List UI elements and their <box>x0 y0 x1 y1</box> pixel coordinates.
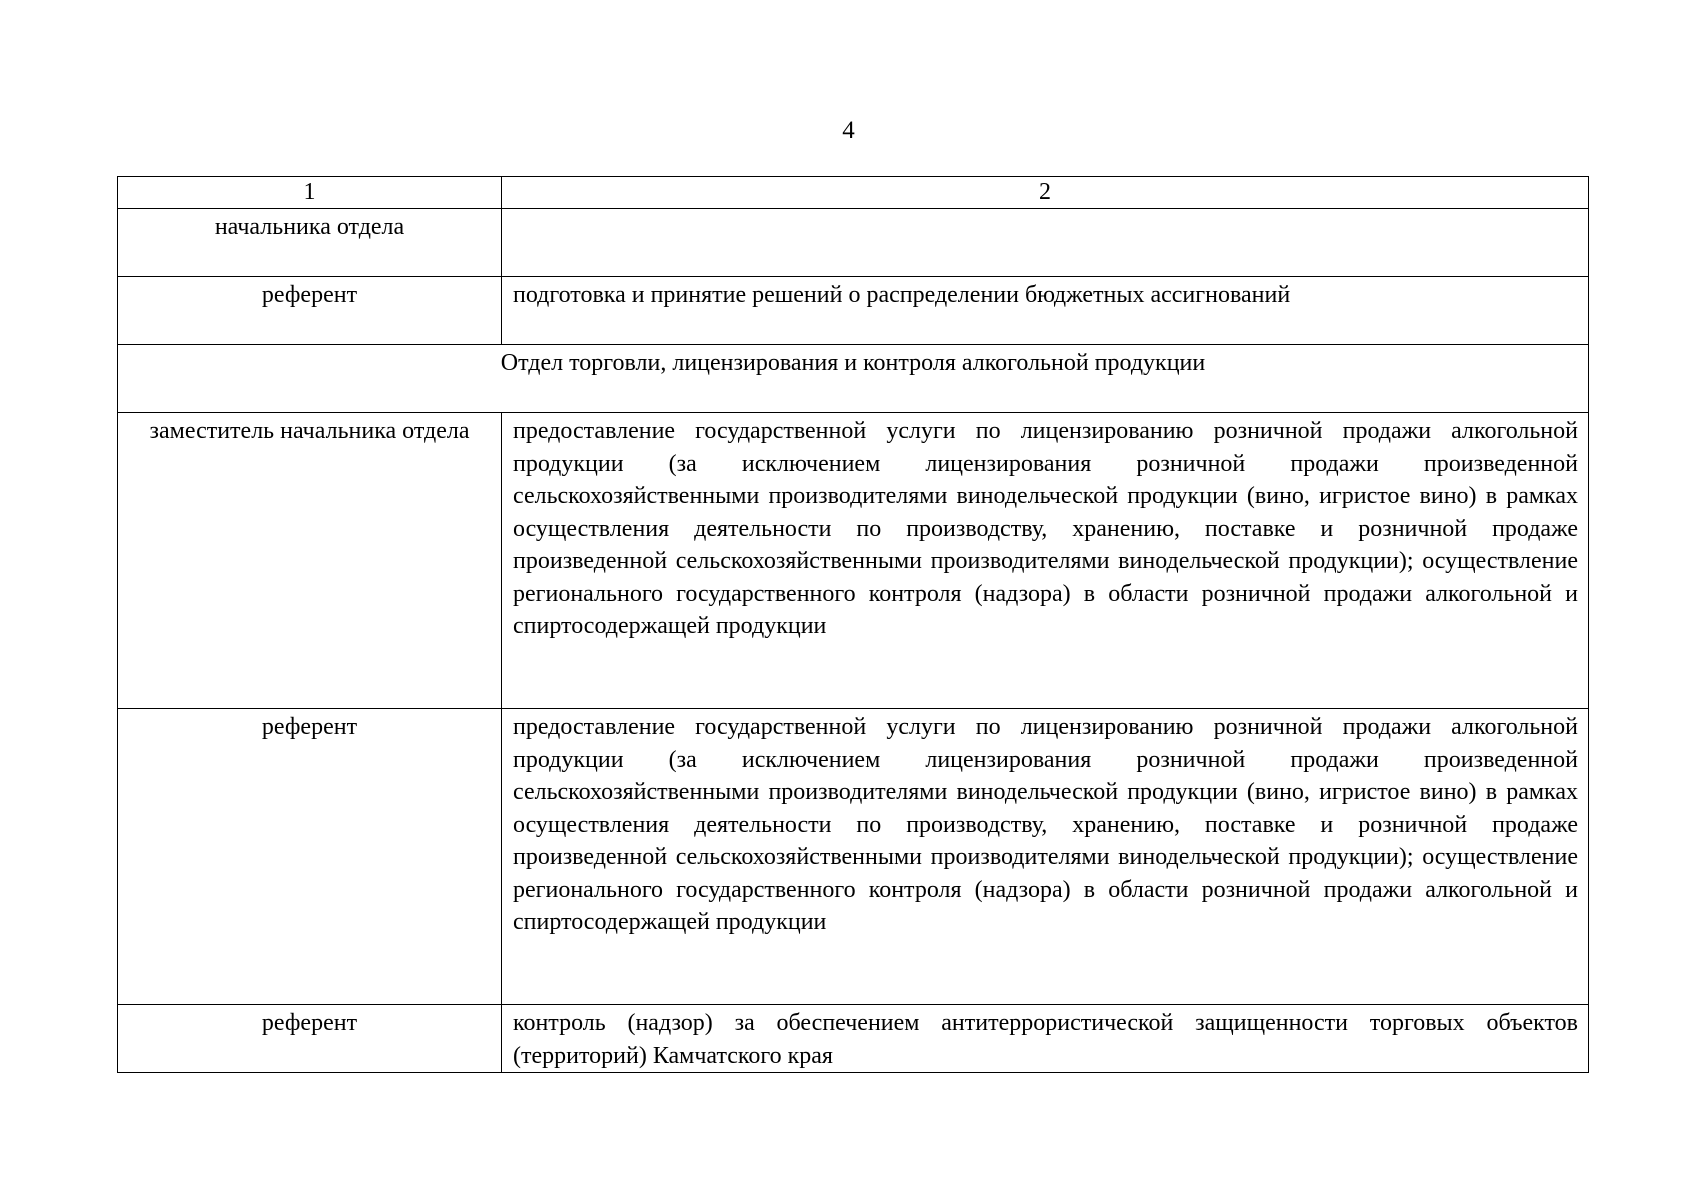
duties-cell: контроль (надзор) за обеспечением антитеррористической защищенности торговых объектов (территорий) Камчатского края <box>502 1005 1589 1073</box>
position-cell: референт <box>118 277 502 345</box>
column-number-1: 1 <box>118 177 502 209</box>
page-number: 4 <box>842 117 855 144</box>
duties-cell: подготовка и принятие решений о распределении бюджетных ассигнований <box>502 277 1589 345</box>
duties-cell <box>502 209 1589 277</box>
section-row <box>118 345 1589 413</box>
position-cell: начальника отдела <box>118 209 502 277</box>
position-cell: заместитель начальника отдела <box>118 413 502 709</box>
table-row <box>118 1005 1589 1073</box>
table-header-row <box>118 177 1589 209</box>
section-title: Отдел торговли, лицензирования и контроля алкогольной продукции <box>118 345 1589 413</box>
duties-table <box>117 176 1589 1073</box>
table-row <box>118 413 1589 709</box>
position-cell: референт <box>118 709 502 1005</box>
position-cell: референт <box>118 1005 502 1073</box>
duties-cell: предоставление государственной услуги по лицензированию розничной продажи алкогольной продукции (за исключением лицензирования розничной продажи произведенной сельскохозяйственными производителями винодельческой продукции (вино, игристое вино) в рамках осуществления деятельности по производству, хранению, поставке и розничной продаже произведенной сельскохозяйственными производителями винодельческой продукции); осуществление регионального государственного контроля (надзора) в области розничной продажи алкогольной и спиртосодержащей продукции <box>502 709 1589 1005</box>
table-row <box>118 709 1589 1005</box>
column-number-2: 2 <box>502 177 1589 209</box>
table-row <box>118 277 1589 345</box>
duties-cell: предоставление государственной услуги по лицензированию розничной продажи алкогольной продукции (за исключением лицензирования розничной продажи произведенной сельскохозяйственными производителями винодельческой продукции (вино, игристое вино) в рамках осуществления деятельности по производству, хранению, поставке и розничной продаже произведенной сельскохозяйственными производителями винодельческой продукции); осуществление регионального государственного контроля (надзора) в области розничной продажи алкогольной и спиртосодержащей продукции <box>502 413 1589 709</box>
table-row <box>118 209 1589 277</box>
